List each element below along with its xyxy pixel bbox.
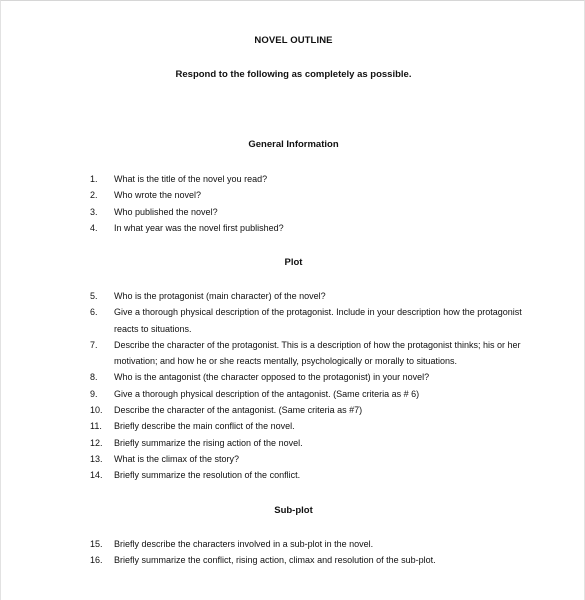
question-item — [1, 536, 585, 552]
section-heading-general-information: General Information — [248, 139, 339, 150]
question-text: What is the title of the novel you read? — [114, 174, 268, 184]
question-number: 3. — [90, 206, 98, 217]
question-text: What is the climax of the story? — [114, 453, 240, 464]
question-number: 2. — [90, 190, 98, 201]
question-item — [1, 402, 585, 418]
question-number: 14. — [90, 470, 103, 481]
section-heading-sub-plot: Sub-plot — [274, 505, 313, 516]
question-item — [1, 467, 585, 483]
section-heading-plot: Plot — [284, 257, 303, 268]
question-text: Who wrote the novel? — [114, 190, 202, 201]
question-text: Briefly summarize the conflict, rising action, climax and resolution of the sub-plot. — [114, 555, 436, 566]
question-number: 16. — [90, 555, 103, 566]
question-text: Give a thorough physical description of the protagonist. Include in your description how the protagonist reacts to situations. — [114, 307, 522, 334]
question-number: 15. — [90, 539, 103, 549]
question-list-plot — [1, 288, 585, 484]
question-number: 4. — [90, 222, 98, 233]
question-item — [1, 187, 585, 203]
question-list-sub-plot — [1, 536, 585, 569]
question-text: Who is the antagonist (the character opposed to the protagonist) in your novel? — [114, 372, 430, 383]
question-number: 12. — [90, 437, 103, 448]
question-text: In what year was the novel first published? — [114, 222, 284, 233]
question-item — [1, 220, 585, 236]
question-number: 9. — [90, 388, 98, 399]
question-list-general-information — [1, 171, 585, 236]
question-text: Who published the novel? — [114, 206, 218, 217]
question-item — [1, 435, 585, 451]
question-text: Briefly describe the characters involved in a sub-plot in the novel. — [114, 539, 374, 549]
question-text: Who is the protagonist (main character) of the novel? — [114, 291, 326, 301]
question-item — [1, 369, 585, 385]
question-item — [1, 304, 585, 337]
question-text: Describe the character of the antagonist. (Same criteria as #7) — [114, 405, 363, 416]
question-number: 11. — [90, 421, 102, 432]
question-text: Briefly describe the main conflict of the novel. — [114, 421, 295, 432]
question-item — [1, 337, 585, 370]
question-text: Describe the character of the protagonist. This is a description of how the protagonist thinks; his or her motivation; and how he or she reacts mentally, psychologically or morally to situations. — [114, 339, 521, 367]
question-number: 8. — [90, 372, 98, 383]
question-text: Briefly summarize the rising action of the novel. — [114, 437, 303, 448]
question-text: Give a thorough physical description of the antagonist. (Same criteria as # 6) — [114, 388, 420, 399]
question-item — [1, 171, 585, 187]
question-number: 7. — [90, 339, 98, 350]
document-title: NOVEL OUTLINE — [254, 35, 333, 46]
question-text: Briefly summarize the resolution of the conflict. — [114, 470, 301, 481]
question-item — [1, 451, 585, 467]
question-item — [1, 204, 585, 220]
question-number: 13. — [90, 453, 103, 464]
question-item — [1, 418, 585, 434]
question-number: 6. — [90, 307, 98, 318]
question-item — [1, 386, 585, 402]
question-number: 5. — [90, 291, 98, 301]
question-number: 1. — [90, 174, 98, 184]
question-number: 10. — [90, 405, 103, 416]
question-item — [1, 552, 585, 568]
question-item — [1, 288, 585, 304]
instruction-text: Respond to the following as completely as possible. — [175, 69, 412, 80]
